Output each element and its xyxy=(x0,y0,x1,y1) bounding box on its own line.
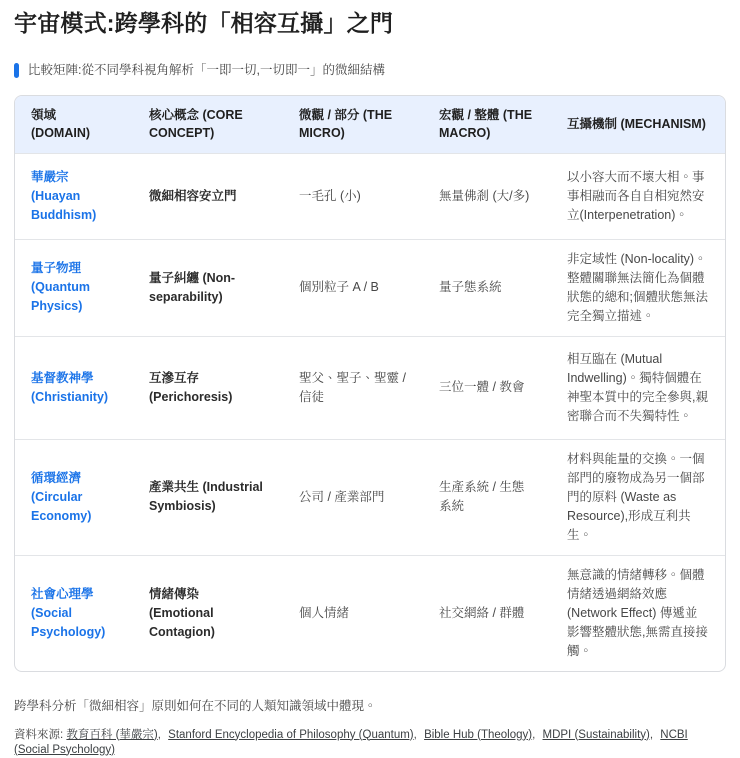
cell-macro: 社交網絡 / 群體 xyxy=(423,555,551,671)
source-link-mdpi[interactable]: MDPI (Sustainability) xyxy=(542,728,650,741)
cell-micro: 個人情緒 xyxy=(283,555,423,671)
subtitle-row xyxy=(14,62,726,78)
source-separator: , xyxy=(649,728,654,741)
column-header-mechanism: 互攝機制 (MECHANISM) xyxy=(551,96,725,153)
cell-core-concept: 量子糾纏 (Non-separability) xyxy=(133,239,283,336)
domain-link-circular-economy[interactable]: 循環經濟 (Circular Economy) xyxy=(31,470,92,523)
column-header-core-concept: 核心概念 (CORE CONCEPT) xyxy=(133,96,283,153)
cell-macro: 生產系統 / 生態系統 xyxy=(423,439,551,555)
table-header-row xyxy=(15,96,725,153)
comparison-table-container xyxy=(14,95,726,672)
source-separator: , xyxy=(413,728,417,741)
cell-mechanism: 無意識的情緒轉移。個體情緒透過網絡效應 (Network Effect) 傳遞並影響整體狀態,無需直接接觸。 xyxy=(551,555,725,671)
table-row xyxy=(15,439,725,555)
cell-mechanism: 相互臨在 (Mutual Indwelling)。獨特個體在神聖本質中的完全參與,親密聯合而不失獨特性。 xyxy=(551,336,725,439)
accent-bar-icon xyxy=(14,63,19,78)
cell-core-concept: 微細相容安立門 xyxy=(133,153,283,239)
cell-mechanism: 非定域性 (Non-locality)。整體關聯無法簡化為個體狀態的總和;個體狀態無法完全獨立描述。 xyxy=(551,239,725,336)
cell-micro: 公司 / 產業部門 xyxy=(283,439,423,555)
cell-macro: 三位一體 / 教會 xyxy=(423,336,551,439)
cell-core-concept: 產業共生 (Industrial Symbiosis) xyxy=(133,439,283,555)
table-row xyxy=(15,336,725,439)
cell-mechanism: 以小容大而不壞大相。事事相融而各自自相宛然安立(Interpenetration)。 xyxy=(551,153,725,239)
sources-line xyxy=(14,728,726,758)
cell-domain xyxy=(15,439,133,555)
sources-label: 資料來源: xyxy=(14,728,64,741)
cell-domain xyxy=(15,336,133,439)
source-link-stanford-encyclopedia[interactable]: Stanford Encyclopedia of Philosophy (Quantum) xyxy=(168,728,414,741)
table-row xyxy=(15,153,725,239)
cell-domain xyxy=(15,239,133,336)
comparison-table xyxy=(15,96,725,671)
source-separator: , xyxy=(157,728,161,741)
domain-link-christianity[interactable]: 基督教神學 (Christianity) xyxy=(31,370,109,404)
source-link-huayan[interactable]: 教育百科 (華嚴宗) xyxy=(66,728,158,741)
source-separator: , xyxy=(532,728,536,741)
source-link-bible-hub[interactable]: Bible Hub (Theology) xyxy=(424,728,533,741)
domain-link-huayan[interactable]: 華嚴宗 (Huayan Buddhism) xyxy=(31,169,97,222)
cell-domain xyxy=(15,153,133,239)
page-subtitle: 比較矩陣:從不同學科視角解析「一即一切,一切即一」的微細結構 xyxy=(28,63,385,77)
cell-core-concept: 互滲互存 (Perichoresis) xyxy=(133,336,283,439)
cell-macro: 無量佛剎 (大/多) xyxy=(423,153,551,239)
page-title: 宇宙模式:跨學科的「相容互攝」之門 xyxy=(14,10,394,36)
cell-micro: 一毛孔 (小) xyxy=(283,153,423,239)
domain-link-social-psychology[interactable]: 社會心理學 (Social Psychology) xyxy=(31,586,106,639)
column-header-micro: 微觀 / 部分 (THE MICRO) xyxy=(283,96,423,153)
cell-micro: 聖父、聖子、聖靈 / 信徒 xyxy=(283,336,423,439)
table-row xyxy=(15,239,725,336)
domain-link-quantum-physics[interactable]: 量子物理 (Quantum Physics) xyxy=(31,261,91,313)
cell-core-concept: 情緒傳染 (Emotional Contagion) xyxy=(133,555,283,671)
cell-domain xyxy=(15,555,133,671)
column-header-macro: 宏觀 / 整體 (THE MACRO) xyxy=(423,96,551,153)
table-row xyxy=(15,555,725,671)
column-header-domain: 領域 (DOMAIN) xyxy=(15,96,133,153)
source-link-ncbi[interactable]: NCBI (Social Psychology) xyxy=(14,728,688,756)
cell-mechanism: 材料與能量的交換。一個部門的廢物成為另一個部門的原料 (Waste as Resource),形成互利共生。 xyxy=(551,439,725,555)
cell-macro: 量子態系統 xyxy=(423,239,551,336)
analysis-footnote: 跨學科分析「微細相容」原則如何在不同的人類知識領域中體現。 xyxy=(14,698,377,713)
cell-micro: 個別粒子 A / B xyxy=(283,239,423,336)
